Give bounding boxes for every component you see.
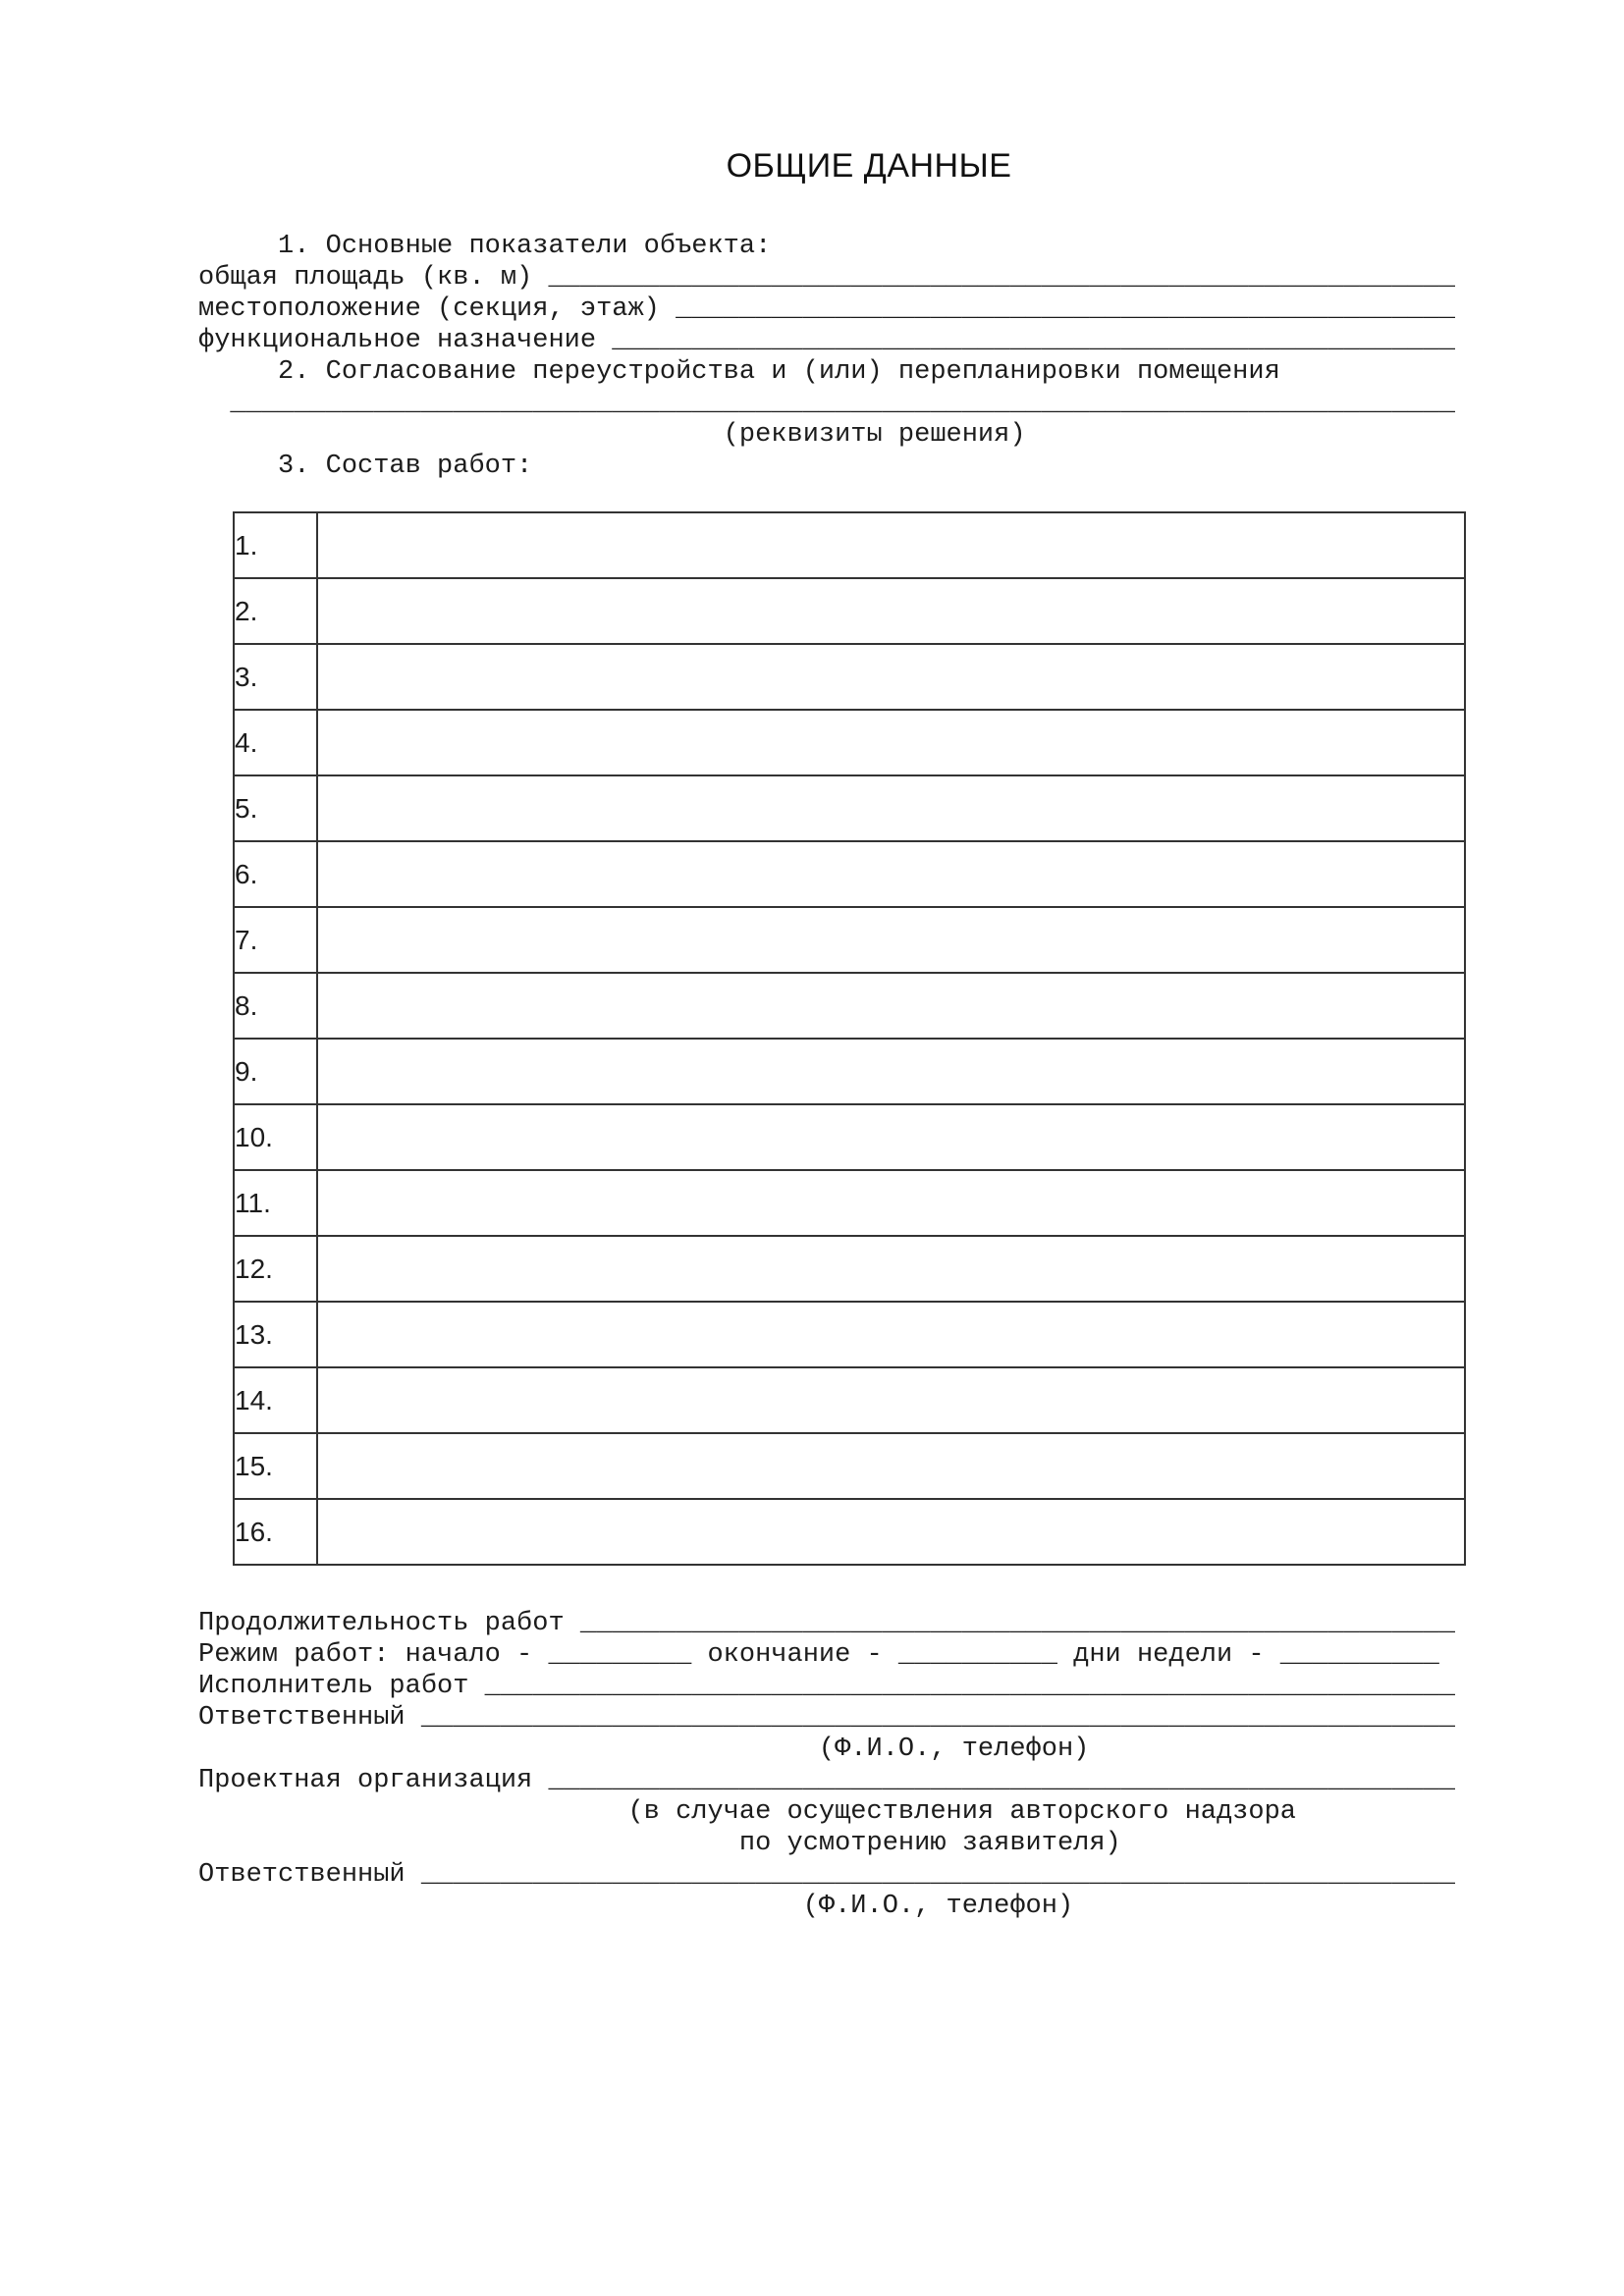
row-number: 6.: [234, 841, 317, 907]
table-row: [234, 1499, 1465, 1565]
table-row: [234, 775, 1465, 841]
table-row: [234, 1104, 1465, 1170]
row-content-blank: [317, 841, 1465, 907]
general-data-section: [198, 231, 1455, 482]
line-responsible-field: Ответственный _________________________________________________________________: [198, 1703, 1456, 1733]
row-number: 7.: [234, 907, 317, 973]
line-works-composition-heading: 3. Состав работ:: [198, 452, 533, 481]
row-content-blank: [317, 1170, 1465, 1236]
line-decision-details-caption: (реквизиты решения): [198, 420, 1026, 450]
row-content-blank: [317, 973, 1465, 1039]
table-row: [234, 1367, 1465, 1433]
row-number: 5.: [234, 775, 317, 841]
row-content-blank: [317, 512, 1465, 578]
table-row: [234, 1039, 1465, 1104]
row-content-blank: [317, 1433, 1465, 1499]
row-content-blank: [317, 644, 1465, 710]
table-row: [234, 710, 1465, 775]
line-functional-purpose-field: функциональное назначение _____________________________________________________: [198, 326, 1456, 355]
table-row: [234, 1170, 1465, 1236]
table-row: [234, 1236, 1465, 1302]
row-content-blank: [317, 1236, 1465, 1302]
page-title: ОБЩИЕ ДАННЫЕ: [726, 147, 1012, 185]
row-content-blank: [317, 1367, 1465, 1433]
line-name-phone-caption-2: (Ф.И.О., телефон): [198, 1892, 1074, 1921]
row-content-blank: [317, 710, 1465, 775]
line-total-area-field: общая площадь (кв. м) _________________________________________________________: [198, 263, 1456, 293]
line-design-organization-field: Проектная организация _________________________________________________________: [198, 1766, 1456, 1795]
row-number: 12.: [234, 1236, 317, 1302]
row-number: 13.: [234, 1302, 317, 1367]
row-number: 3.: [234, 644, 317, 710]
line-work-executor-field: Исполнитель работ _____________________________________________________________: [198, 1672, 1456, 1701]
line-name-phone-caption: (Ф.И.О., телефон): [198, 1735, 1090, 1764]
table-row: [234, 578, 1465, 644]
table-row: [234, 1302, 1465, 1367]
row-number: 1.: [234, 512, 317, 578]
row-content-blank: [317, 1104, 1465, 1170]
line-author-supervision-caption-2: по усмотрению заявителя): [198, 1829, 1121, 1858]
row-number: 14.: [234, 1367, 317, 1433]
row-content-blank: [317, 1039, 1465, 1104]
row-number: 15.: [234, 1433, 317, 1499]
table-row: [234, 973, 1465, 1039]
row-number: 10.: [234, 1104, 317, 1170]
line-author-supervision-caption-1: (в случае осуществления авторского надзора: [198, 1797, 1296, 1827]
row-content-blank: [317, 578, 1465, 644]
line-main-indicators-heading: 1. Основные показатели объекта:: [198, 232, 772, 261]
line-location-field: местоположение (секция, этаж) _________________________________________________: [198, 294, 1456, 324]
row-number: 11.: [234, 1170, 317, 1236]
line-approval-blank: _____________________________________________________________________________: [198, 389, 1456, 418]
row-number: 2.: [234, 578, 317, 644]
row-number: 9.: [234, 1039, 317, 1104]
table-row: [234, 644, 1465, 710]
table-row: [234, 907, 1465, 973]
table-row: [234, 1433, 1465, 1499]
line-work-duration-field: Продолжительность работ _______________________________________________________: [198, 1609, 1456, 1638]
row-number: 8.: [234, 973, 317, 1039]
works-composition-table: [233, 511, 1466, 1566]
line-responsible-field-2: Ответственный _________________________________________________________________: [198, 1860, 1456, 1890]
line-work-schedule-field: Режим работ: начало - _________ окончание - __________ дни недели - __________: [198, 1640, 1439, 1670]
row-content-blank: [317, 775, 1465, 841]
table-row: [234, 841, 1465, 907]
row-content-blank: [317, 1499, 1465, 1565]
line-approval-heading: 2. Согласование переустройства и (или) перепланировки помещения: [198, 357, 1280, 387]
row-number: 16.: [234, 1499, 317, 1565]
row-content-blank: [317, 907, 1465, 973]
work-details-section: [198, 1608, 1455, 1922]
row-content-blank: [317, 1302, 1465, 1367]
table-row: [234, 512, 1465, 578]
row-number: 4.: [234, 710, 317, 775]
